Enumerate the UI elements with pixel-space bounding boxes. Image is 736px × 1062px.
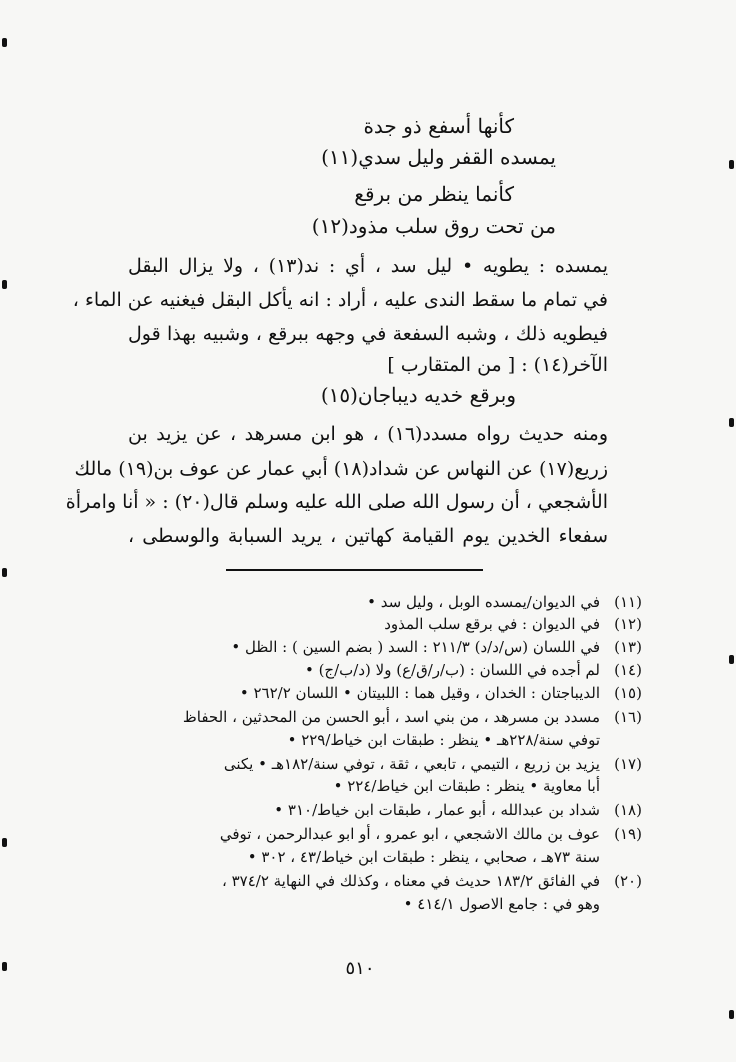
footnote-text-12: في الديوان : في برقع سلب المذود: [384, 615, 600, 633]
scan-mark: [2, 280, 7, 289]
page-number: ٥١٠: [345, 958, 375, 979]
scan-mark: [2, 568, 7, 577]
commentary-line-1: يمسده : يطويه • ليل سد ، أي : ند(١٣) ، ولا يزال البقل: [128, 255, 608, 277]
footnote-number-16: (١٦): [614, 708, 642, 726]
scan-mark: [729, 418, 734, 427]
verse-line-1: كأنها أسفع ذو جدة: [363, 114, 514, 138]
verse-line-2: يمسده القفر وليل سدي(١١): [321, 145, 556, 169]
footnote-text-19a: عوف بن مالك الاشجعي ، ابو عمرو ، أو ابو عبدالرحمن ، توفي: [219, 825, 600, 843]
scan-mark: [2, 838, 7, 847]
footnote-number-20: (٢٠): [614, 872, 642, 890]
footnote-number-11: (١١): [614, 593, 642, 611]
footnote-text-18: شداد بن عبدالله ، أبو عمار ، طبقات ابن خياط/٣١٠ •: [274, 801, 600, 819]
footnote-number-15: (١٥): [614, 684, 642, 702]
hadith-line-2: زريع(١٧) عن النهاس عن شداد(١٨) أبي عمار عن عوف بن(١٩) مالك: [74, 458, 608, 480]
footnote-number-13: (١٣): [614, 638, 642, 656]
footnote-number-18: (١٨): [614, 801, 642, 819]
footnote-text-19b: سنة ٧٣هـ ، صحابي ، ينظر : طبقات ابن خياط/٤٣ ، ٣٠٢ •: [247, 848, 600, 866]
footnote-number-19: (١٩): [614, 825, 642, 843]
footnote-text-15: الديباجتان : الخدان ، وقيل هما : اللبيتان • اللسان ٢٦٢/٢ •: [239, 684, 600, 702]
commentary-line-3: فيطويه ذلك ، وشبه السفعة في وجهه ببرقع ، وشبيه بهذا قول: [128, 323, 608, 345]
footnote-text-17a: يزيد بن زريع ، التيمي ، تابعي ، ثقة ، توفي سنة/١٨٢هـ • يكنى: [223, 755, 600, 773]
verse-line-4: من تحت روق سلب مذود(١٢): [311, 214, 556, 238]
footnote-number-14: (١٤): [614, 661, 642, 679]
footnote-text-13: في اللسان (س/د/د) ٢١١/٣ : السد ( بضم السين ) : الظل •: [231, 638, 600, 656]
scan-mark: [2, 962, 7, 971]
hadith-line-3: الأشجعي ، أن رسول الله صلى الله عليه وسلم قال(٢٠) : « أنا وامرأة: [65, 491, 608, 513]
scan-mark: [729, 160, 734, 169]
footnote-text-14: لم أجده في اللسان : (ب/ر/ق/ع) ولا (د/ب/ج) •: [304, 661, 600, 679]
scan-mark: [729, 655, 734, 664]
commentary-line-4: الآخر(١٤) : [ من المتقارب ]: [387, 354, 608, 376]
footnote-number-12: (١٢): [614, 615, 642, 633]
hadith-line-1: ومنه حديث رواه مسدد(١٦) ، هو ابن مسرهد ، عن يزيد بن: [128, 423, 608, 445]
verse-line-5: وبرقع خديه ديباجان(١٥): [320, 383, 516, 407]
verse-line-3: كأنما ينظر من برقع: [354, 182, 514, 206]
footnote-divider: [226, 569, 483, 571]
scan-mark: [729, 1010, 734, 1019]
hadith-line-4: سفعاء الخدين يوم القيامة كهاتين ، يريد السبابة والوسطى ،: [128, 525, 608, 547]
footnote-text-20a: في الفائق ١٨٣/٢ حديث في معناه ، وكذلك في النهاية ٣٧٤/٢ ،: [221, 872, 600, 890]
footnote-text-16a: مسدد بن مسرهد ، من بني اسد ، أبو الحسن من المحدثين ، الحفاظ: [182, 708, 600, 726]
footnote-text-17b: أبا معاوية • ينظر : طبقات ابن خياط/٢٢٤ •: [333, 777, 600, 795]
footnote-number-17: (١٧): [614, 755, 642, 773]
footnote-text-20b: وهو في : جامع الاصول ٤١٤/١ •: [403, 895, 600, 913]
footnote-text-11: في الديوان/يمسده الوبل ، وليل سد •: [367, 593, 600, 611]
footnote-text-16b: توفي سنة/٢٢٨هـ • ينظر : طبقات ابن خياط/٢٢٩ •: [287, 731, 600, 749]
commentary-line-2: في تمام ما سقط الندى عليه ، أراد : انه يأكل البقل فيغنيه عن الماء ،: [72, 289, 608, 311]
scan-mark: [2, 38, 7, 47]
